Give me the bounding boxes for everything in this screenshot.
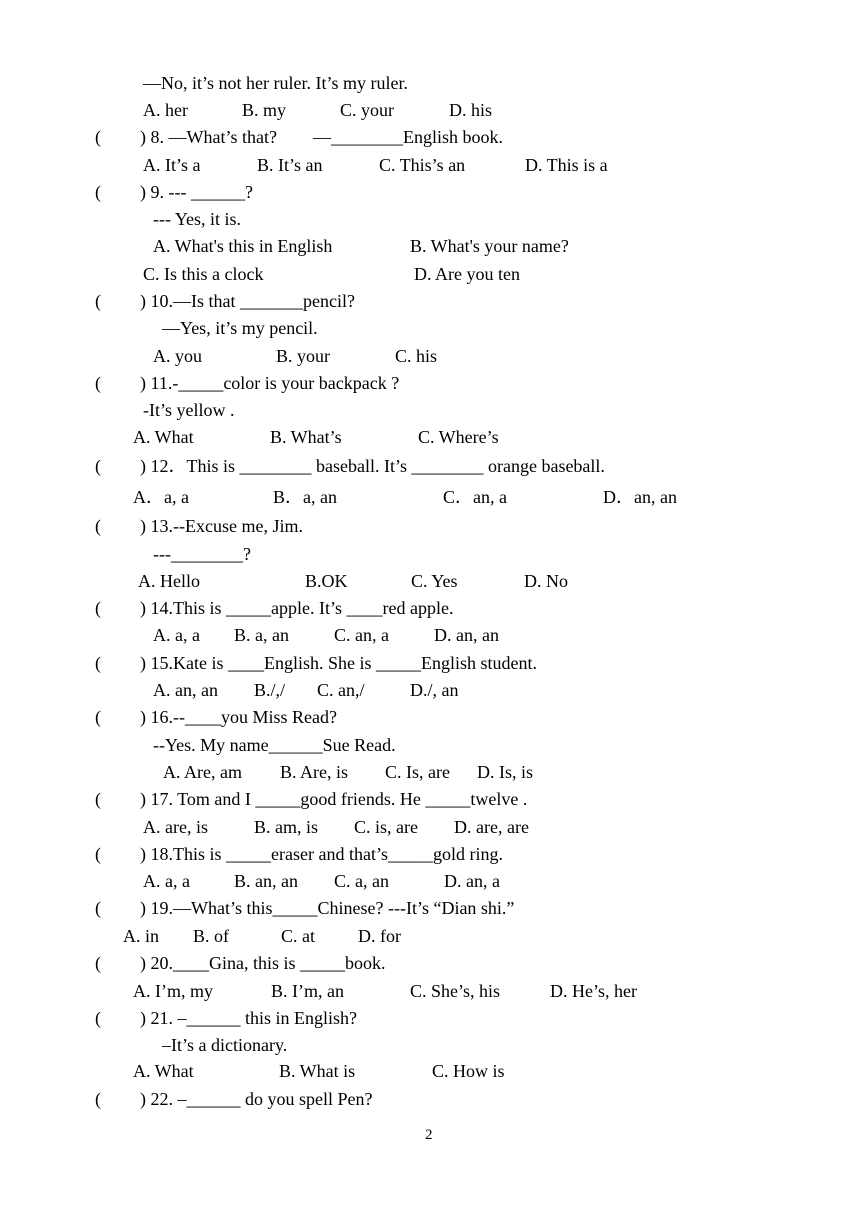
q20-option-c: C. She’s, his [410, 981, 501, 1001]
q11-option-c: C. Where’s [418, 427, 499, 447]
q8-option-a: A. It’s a [143, 155, 201, 175]
q14-option-c: C. an, a [334, 625, 389, 645]
answer-paren: ( [95, 291, 101, 311]
q11-option-a: A. What [133, 427, 194, 447]
q16-option-b: B. Are, is [280, 762, 349, 782]
q20-option-d: D. He’s, her [550, 981, 637, 1001]
q10-option-a: A. you [153, 346, 202, 366]
q18-option-a: A. a, a [143, 871, 190, 891]
q12-option-b: B．a, an [273, 487, 337, 507]
q12-option-d: D．an, an [603, 487, 677, 507]
answer-paren: ( [95, 653, 101, 673]
answer-paren: ( [95, 789, 101, 809]
q10-option-b: B. your [276, 346, 330, 366]
q9-option-c: C. Is this a clock [143, 264, 264, 284]
q19-option-b: B. of [193, 926, 229, 946]
q12-option-c: C．an, a [443, 487, 507, 507]
answer-paren: ( [95, 844, 101, 864]
q14-option-b: B. a, an [234, 625, 289, 645]
page-number: 2 [425, 1127, 433, 1143]
q19-option-c: C. at [281, 926, 315, 946]
answer-paren: ( [95, 898, 101, 918]
question-20: ) 20.____Gina, this is _____book. [140, 953, 386, 973]
q16-option-a: A. Are, am [163, 762, 242, 782]
q15-option-b: B./,/ [254, 680, 286, 700]
q15-option-c: C. an,/ [317, 680, 365, 700]
q21-option-c: C. How is [432, 1061, 505, 1081]
question-7-answer-line: —No, it’s not her ruler. It’s my ruler. [143, 73, 408, 93]
answer-paren: ( [95, 182, 101, 202]
q15-option-a: A. an, an [153, 680, 218, 700]
q16-option-d: D. Is, is [477, 762, 534, 782]
q9-option-a: A. What's this in English [153, 236, 333, 256]
q21-option-a: A. What [133, 1061, 194, 1081]
q18-option-b: B. an, an [234, 871, 298, 891]
question-15: ) 15.Kate is ____English. She is _____English student. [140, 653, 537, 673]
question-11-reply: -It’s yellow . [143, 400, 235, 420]
answer-paren: ( [95, 707, 101, 727]
q8-option-d: D. This is a [525, 155, 608, 175]
answer-paren: ( [95, 127, 101, 147]
q7-option-d: D. his [449, 100, 493, 120]
q16-option-c: C. Is, are [385, 762, 450, 782]
q10-option-c: C. his [395, 346, 438, 366]
question-16: ) 16.--____you Miss Read? [140, 707, 337, 727]
question-17: ) 17. Tom and I _____good friends. He _____twelve . [140, 789, 528, 809]
question-22: ) 22. –______ do you spell Pen? [140, 1089, 373, 1109]
q13-option-a: A. Hello [138, 571, 200, 591]
q12-option-a: A．a, a [133, 487, 189, 507]
question-8: ) 8. —What’s that? —________English book. [140, 127, 503, 147]
answer-paren: ( [95, 598, 101, 618]
question-16-reply: --Yes. My name______Sue Read. [153, 735, 396, 755]
answer-paren: ( [95, 516, 101, 536]
q18-option-c: C. a, an [334, 871, 389, 891]
q17-option-c: C. is, are [354, 817, 418, 837]
q9-option-b: B. What's your name? [410, 236, 569, 256]
question-21-reply: –It’s a dictionary. [162, 1035, 288, 1055]
question-13-reply: ---________? [153, 544, 251, 564]
question-10: ) 10.—Is that _______pencil? [140, 291, 355, 311]
q13-option-d: D. No [524, 571, 568, 591]
answer-paren: ( [95, 953, 101, 973]
q15-option-d: D./, an [410, 680, 459, 700]
q17-option-a: A. are, is [143, 817, 208, 837]
q18-option-d: D. an, a [444, 871, 500, 891]
q7-option-a: A. her [143, 100, 188, 120]
question-13: ) 13.--Excuse me, Jim. [140, 516, 303, 536]
question-18: ) 18.This is _____eraser and that’s_____gold ring. [140, 844, 503, 864]
q19-option-a: A. in [123, 926, 159, 946]
q17-option-b: B. am, is [254, 817, 319, 837]
question-12: ) 12．This is ________ baseball. It’s ________ orange baseball. [140, 456, 605, 476]
q7-option-c: C. your [340, 100, 394, 120]
q8-option-b: B. It’s an [257, 155, 323, 175]
q9-option-d: D. Are you ten [414, 264, 520, 284]
q20-option-a: A. I’m, my [133, 981, 213, 1001]
answer-paren: ( [95, 456, 101, 476]
question-14: ) 14.This is _____apple. It’s ____red apple. [140, 598, 454, 618]
question-19: ) 19.—What’s this_____Chinese? ---It’s “Dian shi.” [140, 898, 515, 918]
q19-option-d: D. for [358, 926, 401, 946]
question-9: ) 9. --- ______? [140, 182, 253, 202]
q14-option-a: A. a, a [153, 625, 200, 645]
q13-option-b: B.OK [305, 571, 348, 591]
q14-option-d: D. an, an [434, 625, 499, 645]
question-10-reply: —Yes, it’s my pencil. [162, 318, 318, 338]
q17-option-d: D. are, are [454, 817, 529, 837]
question-11: ) 11.-_____color is your backpack ? [140, 373, 400, 393]
answer-paren: ( [95, 1089, 101, 1109]
question-21: ) 21. –______ this in English? [140, 1008, 357, 1028]
q21-option-b: B. What is [279, 1061, 356, 1081]
answer-paren: ( [95, 373, 101, 393]
question-9-reply: --- Yes, it is. [153, 209, 242, 229]
q20-option-b: B. I’m, an [271, 981, 344, 1001]
q7-option-b: B. my [242, 100, 287, 120]
q13-option-c: C. Yes [411, 571, 458, 591]
answer-paren: ( [95, 1008, 101, 1028]
q11-option-b: B. What’s [270, 427, 342, 447]
q8-option-c: C. This’s an [379, 155, 466, 175]
